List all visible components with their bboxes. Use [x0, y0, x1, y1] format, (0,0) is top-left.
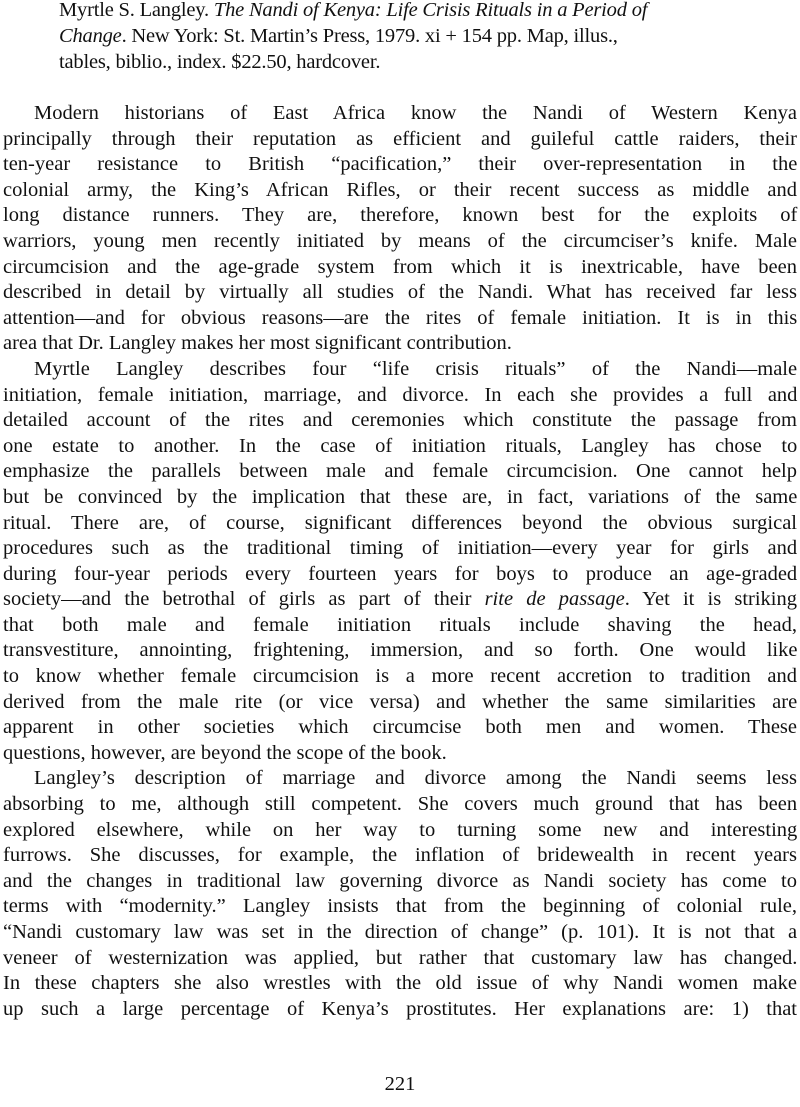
text-line	[3, 536, 797, 562]
citation-line-2	[59, 23, 779, 49]
text-line	[3, 690, 797, 716]
text-line	[3, 741, 797, 767]
text-line-content: attention—and for obvious reasons—are the rites of female initiation. It is in this	[3, 306, 798, 329]
citation-details: tables, biblio., index. $22.50, hardcover.	[59, 51, 381, 73]
text-line	[3, 792, 797, 818]
text-line	[3, 459, 797, 485]
text-line-content: and the changes in traditional law governing divorce as Nandi society has come to	[3, 869, 797, 892]
text-line	[3, 869, 797, 895]
text-line-content: area that Dr. Langley makes her most significant contribution.	[3, 332, 512, 355]
citation-line-1	[59, 0, 779, 23]
text-line-content: In these chapters she also wrestles with the old issue of why Nandi women make	[3, 972, 797, 995]
text-line	[3, 638, 797, 664]
text-line-content: “Nandi customary law was set in the direction of change” (p. 101). It is not that a	[3, 921, 798, 943]
text-line	[3, 920, 797, 946]
text-line-content: that both male and female initiation rituals include shaving the head,	[3, 613, 797, 636]
review-body	[3, 101, 797, 1022]
text-line	[3, 127, 797, 153]
citation-title: The Nandi of Kenya: Life Crisis Rituals in a Period of	[213, 0, 648, 21]
citation-author: Myrtle S. Langley.	[59, 0, 209, 21]
text-line	[3, 511, 797, 537]
text-line	[3, 664, 797, 690]
text-line	[3, 946, 797, 972]
text-line-content: questions, however, are beyond the scope of the book.	[3, 741, 447, 764]
text-line	[3, 229, 797, 255]
text-line	[3, 331, 797, 357]
page-number: 221	[384, 1073, 416, 1095]
text-line-content: colonial army, the King’s African Rifles, or their recent success as middle and	[3, 178, 797, 201]
text-line-content: apparent in other societies which circumcise both men and women. These	[3, 716, 797, 739]
text-line-content: long distance runners. They are, therefore, known best for the exploits of	[3, 204, 798, 227]
text-line	[3, 894, 797, 920]
book-citation	[59, 0, 779, 75]
text-line-content: Langley’s description of marriage and divorce among the Nandi seems less	[34, 767, 797, 790]
text-line	[3, 562, 797, 588]
text-line	[3, 280, 797, 306]
text-line-content: warriors, young men recently initiated by means of the circumciser’s knife. Male	[3, 229, 797, 252]
text-line-content	[3, 587, 797, 613]
text-line-content: transvestiture, annointing, frightening, immersion, and so forth. One would like	[3, 639, 798, 662]
text-line-content: derived from the male rite (or vice versa) and whether the same similarities are	[3, 690, 798, 713]
text-line	[3, 971, 797, 997]
text-line	[3, 587, 797, 613]
text-line-content: ritual. There are, of course, significant differences beyond the obvious surgical	[3, 511, 797, 534]
text-line-content: terms with “modernity.” Langley insists that from the beginning of colonial rule,	[3, 895, 797, 918]
text-line	[3, 613, 797, 639]
text-line-content: ten-year resistance to British “pacification,” their over-representation in the	[3, 153, 798, 176]
text-line-content: but be convinced by the implication that these are, in fact, variations of the same	[3, 485, 798, 508]
text-line	[3, 383, 797, 409]
italic-phrase: rite de passage	[484, 588, 625, 611]
text-line-content: explored elsewhere, while on her way to turning some new and interesting	[3, 818, 798, 841]
text-line-content: detailed account of the rites and ceremonies which constitute the passage from	[3, 409, 797, 432]
text-line	[3, 766, 797, 792]
text-segment: . Yet it is striking	[624, 588, 797, 611]
text-line-content: described in detail by virtually all studies of the Nandi. What has received far less	[3, 281, 797, 304]
text-line	[3, 152, 797, 178]
text-line	[3, 101, 797, 127]
text-line-content: Modern historians of East Africa know the Nandi of Western Kenya	[34, 102, 798, 124]
text-line-content: circumcision and the age-grade system from which it is inextricable, have been	[3, 255, 797, 278]
text-line-content: to know whether female circumcision is a more recent accretion to tradition and	[3, 665, 797, 688]
text-line	[3, 408, 797, 434]
text-line	[3, 485, 797, 511]
citation-publication: . New York: St. Martin’s Press, 1979. xi + 154 pp. Map, illus.,	[121, 25, 618, 47]
text-line-content: Myrtle Langley describes four “life crisis rituals” of the Nandi—male	[34, 357, 798, 380]
citation-title-cont: Change	[59, 25, 122, 47]
text-line	[3, 434, 797, 460]
text-line-content: principally through their reputation as efficient and guileful cattle raiders, their	[3, 127, 797, 150]
text-line	[3, 178, 797, 204]
text-line	[3, 818, 797, 844]
text-segment: society—and the betrothal of girls as part of their	[3, 588, 485, 611]
text-line	[3, 203, 797, 229]
text-line-content: procedures such as the traditional timing of initiation—every year for girls and	[3, 537, 798, 560]
text-line-content: one estate to another. In the case of initiation rituals, Langley has chose to	[3, 434, 798, 457]
text-line-content: emphasize the parallels between male and female circumcision. One cannot help	[3, 460, 797, 483]
text-line-content: initiation, female initiation, marriage, and divorce. In each she provides a full and	[3, 383, 798, 406]
citation-line-3	[59, 49, 779, 75]
text-line	[3, 255, 797, 281]
text-line-content: absorbing to me, although still competent. She covers much ground that has been	[3, 793, 798, 816]
text-line-content: up such a large percentage of Kenya’s prostitutes. Her explanations are: 1) that	[3, 997, 797, 1020]
text-line	[3, 715, 797, 741]
text-line	[3, 306, 797, 332]
text-line-content: veneer of westernization was applied, but rather that customary law has changed.	[3, 946, 798, 969]
text-line	[3, 997, 797, 1023]
text-line-content: furrows. She discusses, for example, the inflation of bridewealth in recent years	[3, 844, 797, 867]
text-line-content: during four-year periods every fourteen years for boys to produce an age-graded	[3, 562, 798, 585]
text-line	[3, 357, 797, 383]
text-line	[3, 843, 797, 869]
